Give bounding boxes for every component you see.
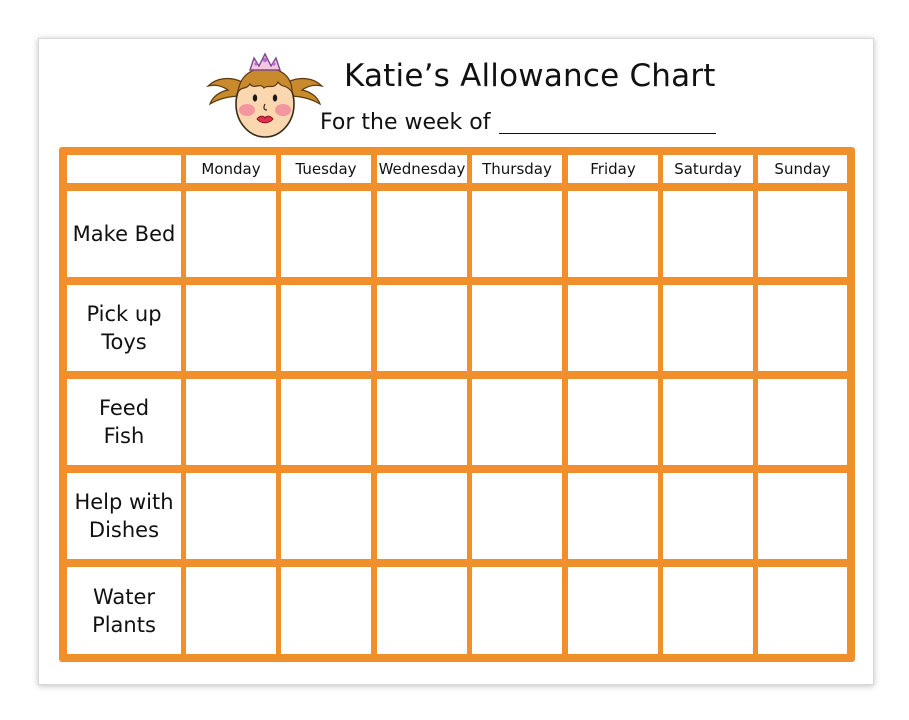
task-label-make-bed: Make Bed xyxy=(67,191,181,277)
check-cell[interactable] xyxy=(568,379,658,465)
check-cell[interactable] xyxy=(377,567,467,654)
check-cell[interactable] xyxy=(568,473,658,559)
check-cell[interactable] xyxy=(472,379,562,465)
day-header-wednesday: Wednesday xyxy=(377,155,467,183)
day-header-friday: Friday xyxy=(568,155,658,183)
check-cell[interactable] xyxy=(472,567,562,654)
check-cell[interactable] xyxy=(377,285,467,371)
check-cell[interactable] xyxy=(281,191,371,277)
check-cell[interactable] xyxy=(281,379,371,465)
check-cell[interactable] xyxy=(377,379,467,465)
check-cell[interactable] xyxy=(281,285,371,371)
task-label-pick-up-toys: Pick up Toys xyxy=(67,285,181,371)
check-cell[interactable] xyxy=(281,567,371,654)
check-cell[interactable] xyxy=(186,191,276,277)
check-cell[interactable] xyxy=(663,473,753,559)
day-header-thursday: Thursday xyxy=(472,155,562,183)
check-cell[interactable] xyxy=(568,191,658,277)
check-cell[interactable] xyxy=(758,567,847,654)
chore-grid xyxy=(59,147,855,662)
task-label-help-with-dishes: Help with Dishes xyxy=(67,473,181,559)
day-header-tuesday: Tuesday xyxy=(281,155,371,183)
check-cell[interactable] xyxy=(568,285,658,371)
check-cell[interactable] xyxy=(663,379,753,465)
day-header-monday: Monday xyxy=(186,155,276,183)
day-header-sunday: Sunday xyxy=(758,155,847,183)
check-cell[interactable] xyxy=(758,379,847,465)
girl-face-with-tiara-icon xyxy=(202,52,328,142)
check-cell[interactable] xyxy=(377,473,467,559)
check-cell[interactable] xyxy=(758,191,847,277)
check-cell[interactable] xyxy=(186,379,276,465)
check-cell[interactable] xyxy=(663,567,753,654)
week-label: For the week of xyxy=(320,110,491,135)
check-cell[interactable] xyxy=(472,191,562,277)
day-header-saturday: Saturday xyxy=(663,155,753,183)
check-cell[interactable] xyxy=(568,567,658,654)
task-label-water-plants: Water Plants xyxy=(67,567,181,654)
corner-cell xyxy=(67,155,181,183)
check-cell[interactable] xyxy=(472,285,562,371)
check-cell[interactable] xyxy=(186,285,276,371)
check-cell[interactable] xyxy=(663,285,753,371)
check-cell[interactable] xyxy=(758,285,847,371)
check-cell[interactable] xyxy=(281,473,371,559)
page-title: Katie’s Allowance Chart xyxy=(344,58,716,94)
check-cell[interactable] xyxy=(186,567,276,654)
week-date-line xyxy=(499,133,716,134)
check-cell[interactable] xyxy=(663,191,753,277)
check-cell[interactable] xyxy=(472,473,562,559)
task-label-feed-fish: Feed Fish xyxy=(67,379,181,465)
check-cell[interactable] xyxy=(758,473,847,559)
check-cell[interactable] xyxy=(186,473,276,559)
check-cell[interactable] xyxy=(377,191,467,277)
